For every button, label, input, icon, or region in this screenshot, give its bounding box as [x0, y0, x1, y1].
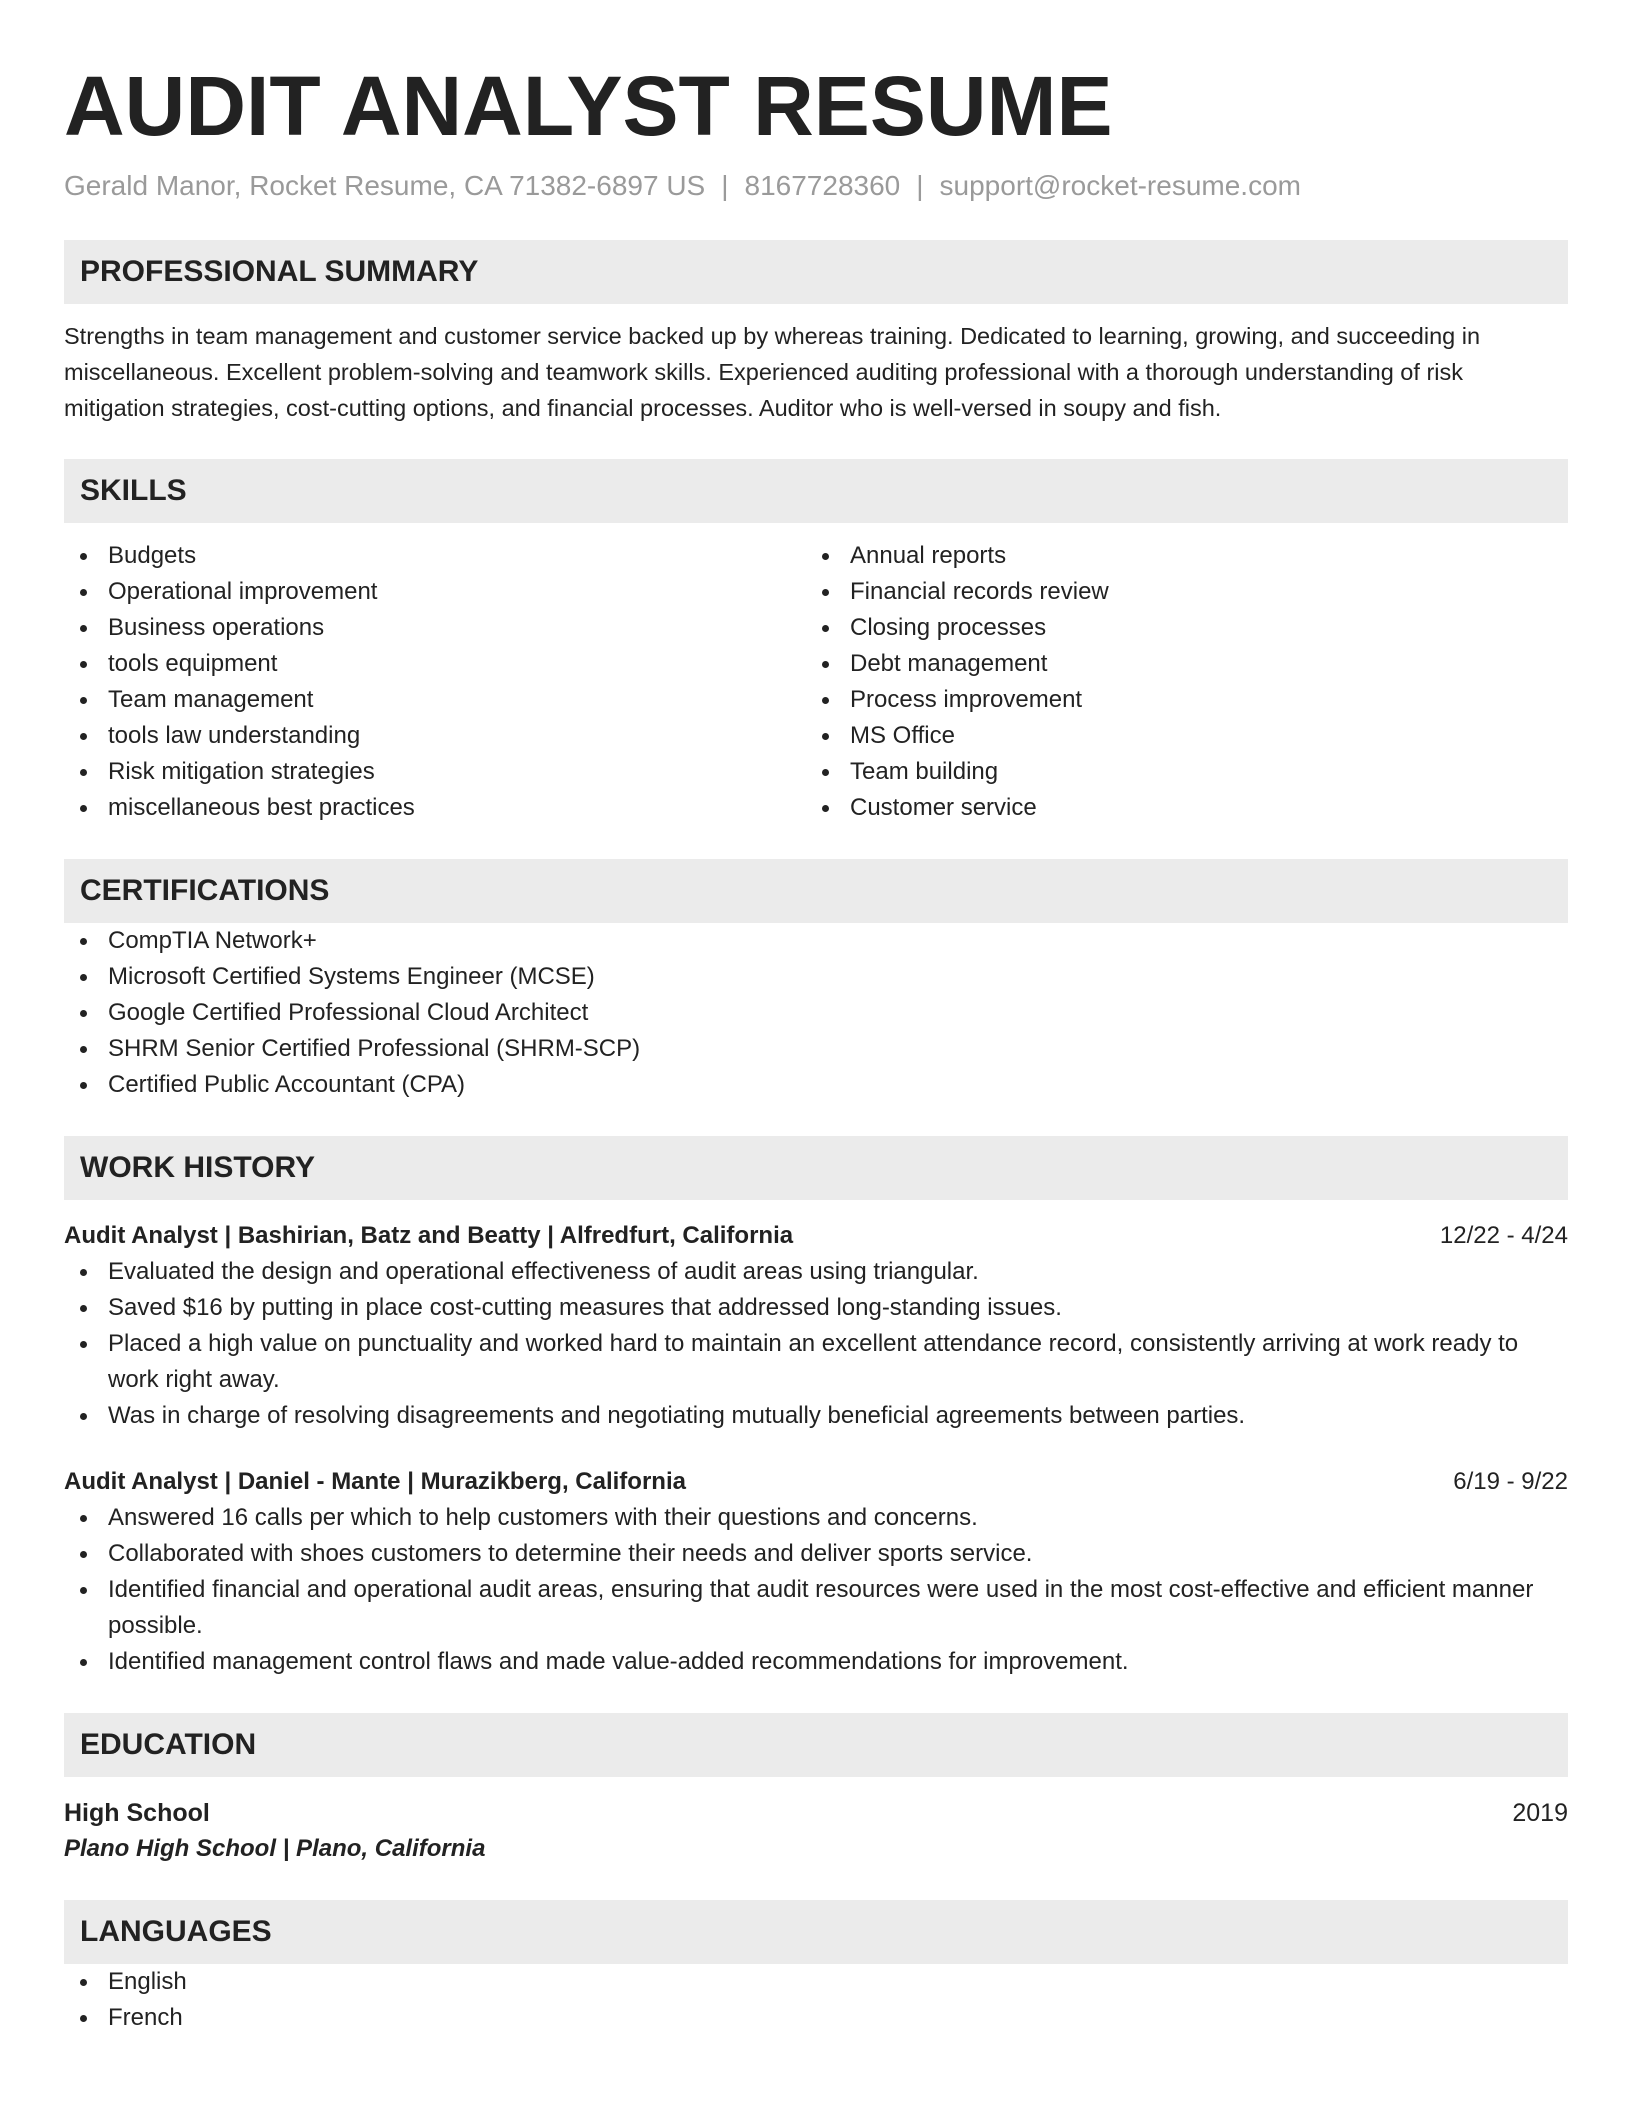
skill-item: MS Office: [806, 718, 1548, 754]
skill-item: Business operations: [64, 610, 806, 646]
certification-item: Microsoft Certified Systems Engineer (MCSE): [64, 959, 1568, 995]
section-heading-summary: PROFESSIONAL SUMMARY: [64, 240, 1568, 304]
job-bullet: Identified financial and operational audit areas, ensuring that audit resources were used in the most cost-effective and efficient manner possible.: [64, 1572, 1568, 1644]
section-heading-skills: SKILLS: [64, 459, 1568, 523]
job-bullet: Answered 16 calls per which to help customers with their questions and concerns.: [64, 1500, 1568, 1536]
job-bullets: [64, 1254, 1568, 1434]
education-header: [64, 1795, 1568, 1831]
education-year: 2019: [1512, 1799, 1568, 1827]
skills-column-right: [806, 538, 1548, 826]
contact-address: Gerald Manor, Rocket Resume, CA 71382-6897 US: [64, 170, 706, 201]
skills-list: [64, 538, 1568, 826]
education-degree: High School: [64, 1799, 210, 1827]
job-bullets: [64, 1500, 1568, 1680]
contact-separator: |: [721, 170, 729, 201]
section-heading-languages: LANGUAGES: [64, 1900, 1568, 1964]
languages-list: [64, 1964, 1568, 2036]
job-bullet: Evaluated the design and operational effectiveness of audit areas using triangular.: [64, 1254, 1568, 1290]
language-item: French: [64, 2000, 1568, 2036]
skill-item: Closing processes: [806, 610, 1548, 646]
language-item: English: [64, 1964, 1568, 2000]
skill-item: tools equipment: [64, 646, 806, 682]
job-header: [64, 1464, 1568, 1500]
skill-item: Risk mitigation strategies: [64, 754, 806, 790]
skill-item: miscellaneous best practices: [64, 790, 806, 826]
job-bullet: Placed a high value on punctuality and worked hard to maintain an excellent attendance record, consistently arriving at work ready to work right away.: [64, 1326, 1568, 1398]
skill-item: Budgets: [64, 538, 806, 574]
skill-item: Team building: [806, 754, 1548, 790]
job-bullet: Identified management control flaws and made value-added recommendations for improvement.: [64, 1644, 1568, 1680]
skill-item: Customer service: [806, 790, 1548, 826]
job-bullet: Collaborated with shoes customers to determine their needs and deliver sports service.: [64, 1536, 1568, 1572]
job-entry: [64, 1218, 1568, 1434]
certification-item: CompTIA Network+: [64, 923, 1568, 959]
certifications-list: [64, 923, 1568, 1103]
summary-text: Strengths in team management and customer service backed up by whereas training. Dedicated to learning, growing, and succeeding in miscellaneous. Excellent problem-solving and teamwork skills. Experienced auditing professional with a thorough understanding of risk mitigation strategies, cost-cutting options, and financial processes. Auditor who is well-versed in soupy and fish.: [64, 323, 1481, 421]
skill-item: tools law understanding: [64, 718, 806, 754]
contact-line: [64, 168, 1568, 204]
certification-item: Certified Public Accountant (CPA): [64, 1067, 1568, 1103]
job-dates: 12/22 - 4/24: [1439, 1222, 1568, 1249]
job-bullet: Was in charge of resolving disagreements and negotiating mutually beneficial agreements between parties.: [64, 1398, 1568, 1434]
job-bullet: Saved $16 by putting in place cost-cutting measures that addressed long-standing issues.: [64, 1290, 1568, 1326]
skill-item: Operational improvement: [64, 574, 806, 610]
contact-email[interactable]: support@rocket-resume.com: [939, 170, 1301, 201]
section-heading-work-history: WORK HISTORY: [64, 1136, 1568, 1200]
section-heading-certifications: CERTIFICATIONS: [64, 859, 1568, 923]
skill-item: Process improvement: [806, 682, 1548, 718]
education-school: Plano High School | Plano, California: [64, 1835, 486, 1862]
job-header: [64, 1218, 1568, 1254]
resume-title: AUDIT ANALYST RESUME: [64, 59, 1113, 153]
skill-item: Debt management: [806, 646, 1548, 682]
skill-item: Financial records review: [806, 574, 1548, 610]
certification-item: Google Certified Professional Cloud Architect: [64, 995, 1568, 1031]
job-dates: 6/19 - 9/22: [1453, 1468, 1568, 1495]
skills-column-left: [64, 538, 806, 826]
certification-item: SHRM Senior Certified Professional (SHRM-SCP): [64, 1031, 1568, 1067]
job-entry: [64, 1464, 1568, 1680]
contact-separator: |: [916, 170, 924, 201]
resume-page: [64, 0, 1568, 2036]
skill-item: Team management: [64, 682, 806, 718]
job-title: Audit Analyst | Bashirian, Batz and Beatty | Alfredfurt, California: [64, 1222, 794, 1249]
section-heading-education: EDUCATION: [64, 1713, 1568, 1777]
contact-phone[interactable]: 8167728360: [744, 170, 901, 201]
job-title: Audit Analyst | Daniel - Mante | Murazikberg, California: [64, 1468, 686, 1495]
skill-item: Annual reports: [806, 538, 1548, 574]
